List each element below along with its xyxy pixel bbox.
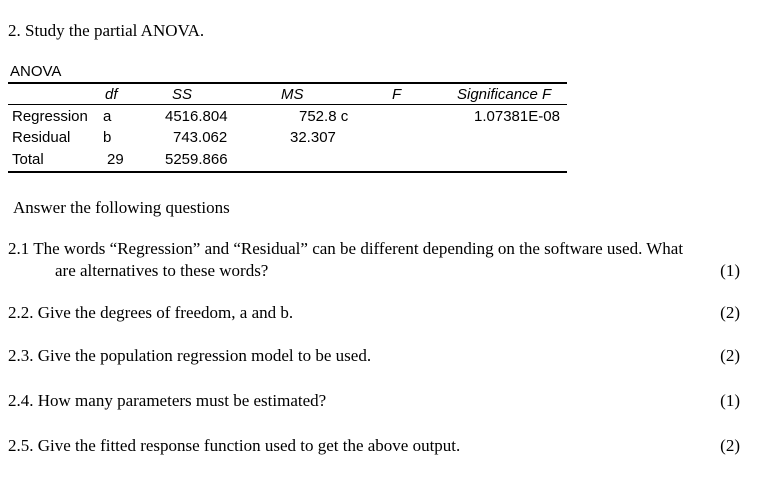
row-source-regression: Regression	[12, 108, 88, 125]
question-marks: (2)	[720, 303, 740, 322]
table-top-rule	[8, 82, 567, 84]
question-text: 2.3. Give the population regression model to be used.	[8, 346, 372, 365]
row-sig-regression: 1.07381E-08	[474, 108, 560, 125]
question-marks: (2)	[720, 346, 740, 365]
row-df-total: 29	[107, 151, 124, 168]
row-source-total: Total	[12, 151, 44, 168]
header-bottom-rule	[8, 104, 567, 105]
col-header-ss: SS	[172, 86, 193, 103]
row-ss-residual: 743.062	[173, 129, 228, 146]
question-text: 2.4. How many parameters must be estimated?	[8, 391, 327, 410]
row-source-residual: Residual	[12, 129, 71, 146]
question-text: 2.1 The words “Regression” and “Residual” can be different depending on the software used. What	[8, 239, 684, 258]
row-ss-total: 5259.866	[165, 151, 228, 168]
question-text: 2.2. Give the degrees of freedom, a and b.	[8, 303, 294, 322]
col-header-f: F	[392, 86, 402, 103]
row-ms-regression: 752.8 c	[299, 108, 349, 125]
col-header-significance: Significance F	[457, 86, 552, 103]
question-marks: (1)	[720, 261, 740, 280]
anova-title: ANOVA	[10, 63, 62, 80]
instruction-text: Answer the following questions	[13, 198, 230, 217]
question-marks: (2)	[720, 436, 740, 455]
question-text: 2.5. Give the fitted response function used to get the above output.	[8, 436, 461, 455]
question-text-continued: are alternatives to these words?	[55, 261, 269, 280]
question-marks: (1)	[720, 391, 740, 410]
row-ss-regression: 4516.804	[165, 108, 228, 125]
col-header-ms: MS	[281, 86, 304, 103]
table-bottom-rule	[8, 171, 567, 173]
row-df-residual: b	[103, 129, 112, 146]
col-header-df: df	[105, 86, 118, 103]
row-df-regression: a	[103, 108, 112, 125]
question-heading: 2. Study the partial ANOVA.	[8, 21, 205, 40]
row-ms-residual: 32.307	[290, 129, 336, 146]
